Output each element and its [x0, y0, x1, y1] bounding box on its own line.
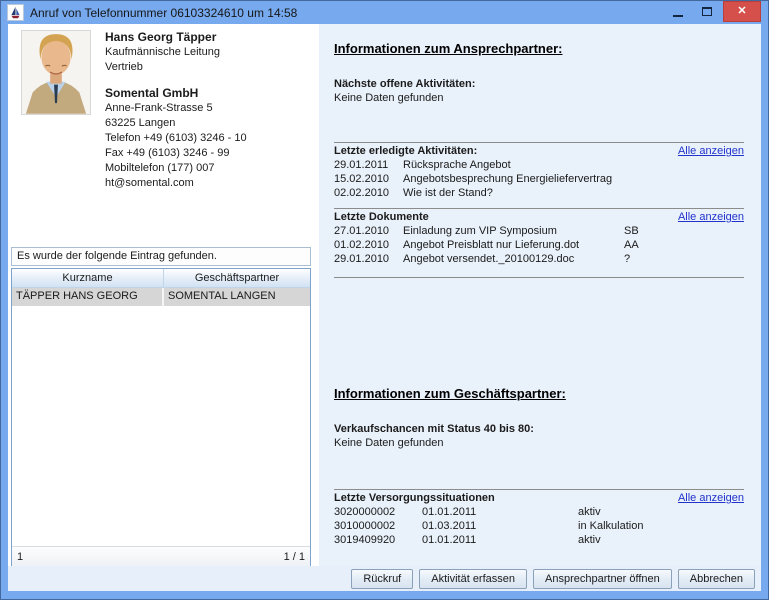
contact-city: 63225 Langen	[105, 117, 176, 129]
maximize-icon	[702, 7, 712, 16]
rueckruf-button[interactable]: Rückruf	[351, 569, 413, 589]
search-result-message: Es wurde der folgende Eintrag gefunden.	[11, 247, 311, 266]
supply-show-all-link[interactable]: Alle anzeigen	[677, 492, 744, 504]
done-activities-title: Letzte erledigte Aktivitäten:	[334, 145, 478, 157]
contact-role: Kaufmännische Leitung	[105, 46, 220, 58]
supply-id: 3010000002	[334, 520, 396, 532]
contact-fax: Fax +49 (6103) 3246 - 99	[105, 147, 230, 159]
document-name: Einladung zum VIP Symposium	[403, 225, 557, 237]
activity-row[interactable]	[334, 172, 744, 186]
activity-date: 15.02.2010	[334, 173, 390, 185]
maximize-button[interactable]	[694, 1, 720, 22]
document-date: 29.01.2010	[334, 253, 390, 265]
minimize-button[interactable]	[665, 1, 691, 22]
document-row[interactable]	[334, 252, 744, 266]
cell-kurzname: TÄPPER HANS GEORG	[12, 288, 164, 306]
table-row[interactable]	[12, 288, 310, 306]
document-date: 01.02.2010	[334, 239, 390, 251]
supply-header	[334, 491, 744, 505]
sailboat-logo-icon	[9, 6, 22, 19]
pager-current: 1	[17, 550, 24, 563]
contact-company: Somental GmbH	[105, 86, 199, 100]
supply-row[interactable]	[334, 519, 744, 533]
search-result-table	[11, 268, 311, 566]
contact-street: Anne-Frank-Strasse 5	[105, 102, 213, 114]
separator	[334, 208, 744, 209]
table-pager	[12, 546, 310, 566]
ansprechpartner-oeffnen-button[interactable]: Ansprechpartner öffnen	[533, 569, 672, 589]
separator	[334, 489, 744, 490]
supply-date: 01.01.2011	[422, 534, 477, 546]
portrait-image	[22, 31, 90, 114]
contact-department: Vertrieb	[105, 61, 143, 73]
done-activities-header	[334, 144, 744, 158]
table-header-row	[12, 269, 310, 288]
dialog-footer	[8, 566, 761, 591]
close-button[interactable]	[723, 1, 761, 22]
done-activities-show-all-link[interactable]: Alle anzeigen	[677, 145, 744, 157]
activity-text: Wie ist der Stand?	[403, 187, 493, 199]
minimize-icon	[673, 15, 683, 17]
pager-total: 1 / 1	[283, 550, 305, 563]
cell-geschaeftspartner: SOMENTAL LANGEN	[164, 288, 310, 306]
geschaeftspartner-heading: Informationen zum Geschäftspartner:	[334, 386, 566, 401]
contact-phone: Telefon +49 (6103) 3246 - 10	[105, 132, 247, 144]
window-controls	[665, 1, 761, 22]
supply-status: aktiv	[578, 534, 601, 546]
supply-date: 01.01.2011	[422, 506, 477, 518]
document-name: Angebot versendet._20100129.doc	[403, 253, 575, 265]
chances-title: Verkaufschancen mit Status 40 bis 80:	[334, 423, 534, 435]
window-title: Anruf von Telefonnummer 06103324610 um 14:58	[30, 5, 298, 20]
next-activities-title: Nächste offene Aktivitäten:	[334, 78, 476, 90]
supply-title: Letzte Versorgungssituationen	[334, 492, 495, 504]
aktivitaet-erfassen-button[interactable]: Aktivität erfassen	[419, 569, 527, 589]
document-initials: AA	[624, 239, 639, 251]
document-row[interactable]	[334, 224, 744, 238]
app-icon	[7, 4, 24, 21]
supply-row[interactable]	[334, 505, 744, 519]
close-icon: ✕	[737, 5, 747, 17]
dialog-content	[8, 24, 761, 566]
supply-date: 01.03.2011	[422, 520, 477, 532]
contact-mobile: Mobiltelefon (177) 007	[105, 162, 215, 174]
activity-row[interactable]	[334, 186, 744, 200]
supply-status: in Kalkulation	[578, 520, 644, 532]
column-header-kurzname[interactable]: Kurzname	[12, 269, 164, 287]
supply-id: 3019409920	[334, 534, 396, 546]
info-panel	[319, 24, 761, 566]
document-initials: SB	[624, 225, 639, 237]
contact-photo	[21, 30, 91, 115]
documents-show-all-link[interactable]: Alle anzeigen	[677, 211, 744, 223]
titlebar[interactable]	[1, 1, 768, 24]
next-activities-empty: Keine Daten gefunden	[334, 92, 444, 104]
contact-panel	[8, 24, 319, 566]
documents-header	[334, 210, 744, 224]
contact-name: Hans Georg Täpper	[105, 30, 217, 44]
supply-status: aktiv	[578, 506, 601, 518]
documents-title: Letzte Dokumente	[334, 211, 429, 223]
separator	[334, 142, 744, 143]
ansprechpartner-heading: Informationen zum Ansprechpartner:	[334, 41, 563, 56]
document-initials: ?	[624, 253, 631, 265]
contact-email: ht@somental.com	[105, 177, 194, 189]
document-row[interactable]	[334, 238, 744, 252]
separator	[334, 277, 744, 278]
supply-row[interactable]	[334, 533, 744, 547]
activity-text: Angebotsbesprechung Energieliefervertrag	[403, 173, 613, 185]
column-header-geschaeftspartner[interactable]: Geschäftspartner	[194, 272, 280, 284]
document-name: Angebot Preisblatt nur Lieferung.dot	[403, 239, 580, 251]
document-date: 27.01.2010	[334, 225, 390, 237]
dialog-body	[8, 24, 761, 591]
activity-text: Rücksprache Angebot	[403, 159, 511, 171]
abbrechen-button[interactable]: Abbrechen	[678, 569, 755, 589]
activity-row[interactable]	[334, 158, 744, 172]
activity-date: 02.02.2010	[334, 187, 390, 199]
contact-details	[105, 30, 315, 191]
supply-id: 3020000002	[334, 506, 396, 518]
activity-date: 29.01.2011	[334, 159, 389, 171]
chances-empty: Keine Daten gefunden	[334, 437, 444, 449]
